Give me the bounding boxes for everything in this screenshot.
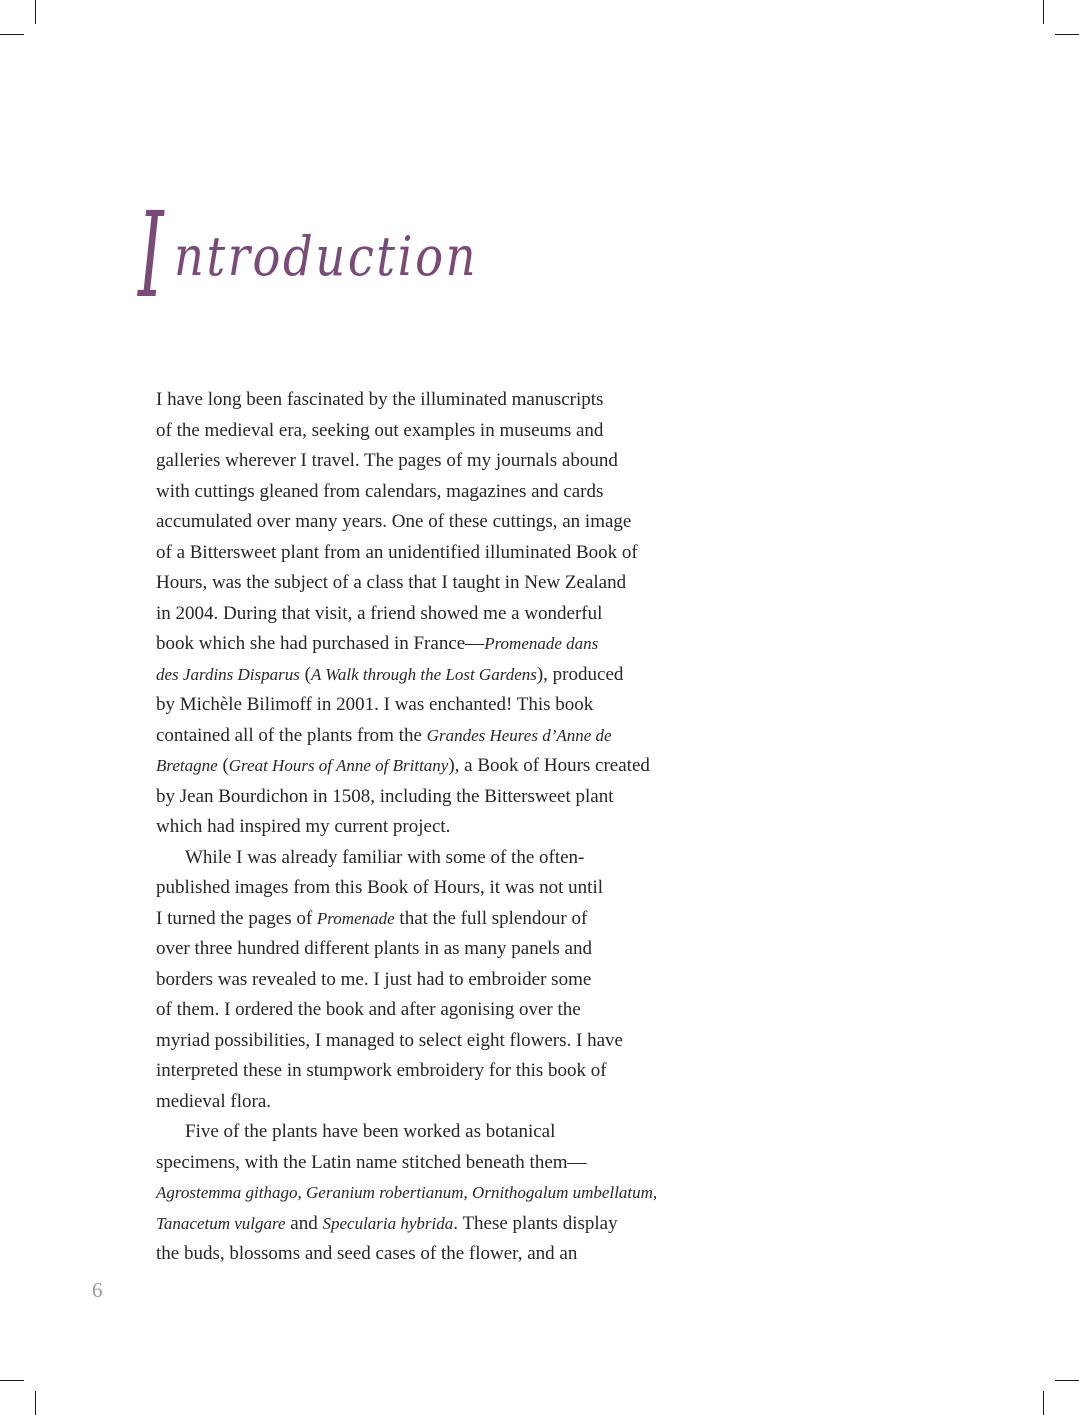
text-line	[156, 843, 676, 874]
text-line	[156, 1178, 676, 1209]
text-run: of them. I ordered the book and after agonising over the	[156, 999, 581, 1020]
text-run: accumulated over many years. One of these cuttings, an image	[156, 511, 632, 532]
text-line	[156, 1209, 676, 1240]
text-run: which had inspired my current project.	[156, 816, 451, 837]
text-run: I have long been fascinated by the illuminated manuscripts	[156, 389, 604, 410]
text-run: (	[217, 755, 229, 776]
text-line	[156, 1239, 676, 1270]
italic-text: Tanacetum vulgare	[156, 1213, 286, 1233]
text-line	[156, 1087, 676, 1118]
text-line	[156, 538, 676, 569]
chapter-title-initial: I	[138, 186, 164, 324]
text-line	[156, 1026, 676, 1057]
text-run: by Michèle Bilimoff in 2001. I was enchanted! This book	[156, 694, 594, 715]
text-run: (	[299, 663, 311, 685]
text-line	[156, 934, 676, 965]
text-run: . These plants display	[453, 1212, 618, 1234]
text-run: borders was revealed to me. I just had to embroider some	[156, 968, 592, 990]
text-run: and	[285, 1212, 323, 1234]
text-run: ), produced	[536, 663, 624, 685]
italic-text: Bretagne	[156, 756, 218, 775]
crop-mark-top-left-vertical	[35, 0, 36, 24]
italic-text: Promenade dans	[484, 634, 599, 653]
text-run: in 2004. During that visit, a friend showed me a wonderful	[156, 602, 603, 624]
text-run: Hours, was the subject of a class that I taught in New Zealand	[156, 572, 627, 593]
text-line	[156, 1056, 676, 1087]
text-line	[156, 446, 676, 477]
text-line	[156, 995, 676, 1026]
text-run: book which she had purchased in France—	[156, 633, 485, 654]
page-number: 6	[92, 1278, 103, 1302]
text-run: galleries wherever I travel. The pages of my journals abound	[156, 450, 618, 471]
text-run: contained all of the plants from the	[156, 724, 427, 746]
text-line	[156, 416, 676, 447]
italic-text: Grandes Heures d’Anne de	[426, 725, 612, 745]
crop-mark-bottom-right-horizontal	[1055, 1380, 1079, 1381]
italic-text: des Jardins Disparus	[156, 664, 300, 684]
text-line	[156, 599, 676, 630]
text-line	[156, 690, 676, 721]
italic-text: Specularia hybrida	[322, 1213, 454, 1233]
text-run: with cuttings gleaned from calendars, magazines and cards	[156, 480, 604, 502]
text-line	[156, 1148, 676, 1179]
text-run: medieval flora.	[156, 1090, 272, 1112]
text-line	[156, 629, 676, 660]
crop-mark-top-right-vertical	[1043, 0, 1044, 24]
text-run: While I was already familiar with some of the often-	[185, 846, 585, 868]
text-run: interpreted these in stumpwork embroidery for this book of	[156, 1060, 607, 1081]
chapter-title-rest: ntroduction	[174, 225, 479, 288]
italic-text: A Walk through the Lost Gardens	[310, 664, 537, 684]
crop-mark-bottom-left-vertical	[35, 1391, 36, 1415]
text-run: Five of the plants have been worked as botanical	[185, 1121, 556, 1142]
crop-mark-top-left-horizontal	[0, 34, 24, 35]
crop-mark-bottom-right-vertical	[1043, 1391, 1044, 1415]
italic-text: Great Hours of Anne of Brittany	[228, 756, 449, 775]
text-line	[156, 782, 676, 813]
italic-text: Agrostemma githago, Geranium robertianum, Ornithogalum umbellatum,	[156, 1183, 658, 1202]
text-run: I turned the pages of	[156, 907, 317, 929]
italic-text: Promenade	[316, 908, 395, 928]
crop-mark-bottom-left-horizontal	[0, 1380, 24, 1381]
text-line	[156, 904, 676, 935]
text-run: ), a Book of Hours created	[448, 755, 650, 776]
text-run: that the full splendour of	[394, 907, 588, 929]
text-run: of the medieval era, seeking out examples in museums and	[156, 419, 604, 441]
text-line	[156, 721, 676, 752]
text-line	[156, 385, 676, 416]
text-run: by Jean Bourdichon in 1508, including the Bittersweet plant	[156, 785, 614, 807]
text-line	[156, 660, 676, 691]
text-line	[156, 751, 676, 782]
text-run: published images from this Book of Hours, it was not until	[156, 877, 604, 898]
text-line	[156, 873, 676, 904]
text-line	[156, 568, 676, 599]
text-line	[156, 965, 676, 996]
text-line	[156, 477, 676, 508]
text-run: over three hundred different plants in as many panels and	[156, 938, 592, 959]
text-line	[156, 812, 676, 843]
text-line	[156, 1117, 676, 1148]
body-text	[156, 385, 676, 1270]
chapter-title	[138, 186, 528, 340]
text-run: myriad possibilities, I managed to select eight flowers. I have	[156, 1029, 623, 1051]
text-run: of a Bittersweet plant from an unidentified illuminated Book of	[156, 541, 638, 563]
text-line	[156, 507, 676, 538]
crop-mark-top-right-horizontal	[1055, 34, 1079, 35]
text-run: specimens, with the Latin name stitched beneath them—	[156, 1151, 587, 1173]
text-run: the buds, blossoms and seed cases of the flower, and an	[156, 1243, 578, 1264]
